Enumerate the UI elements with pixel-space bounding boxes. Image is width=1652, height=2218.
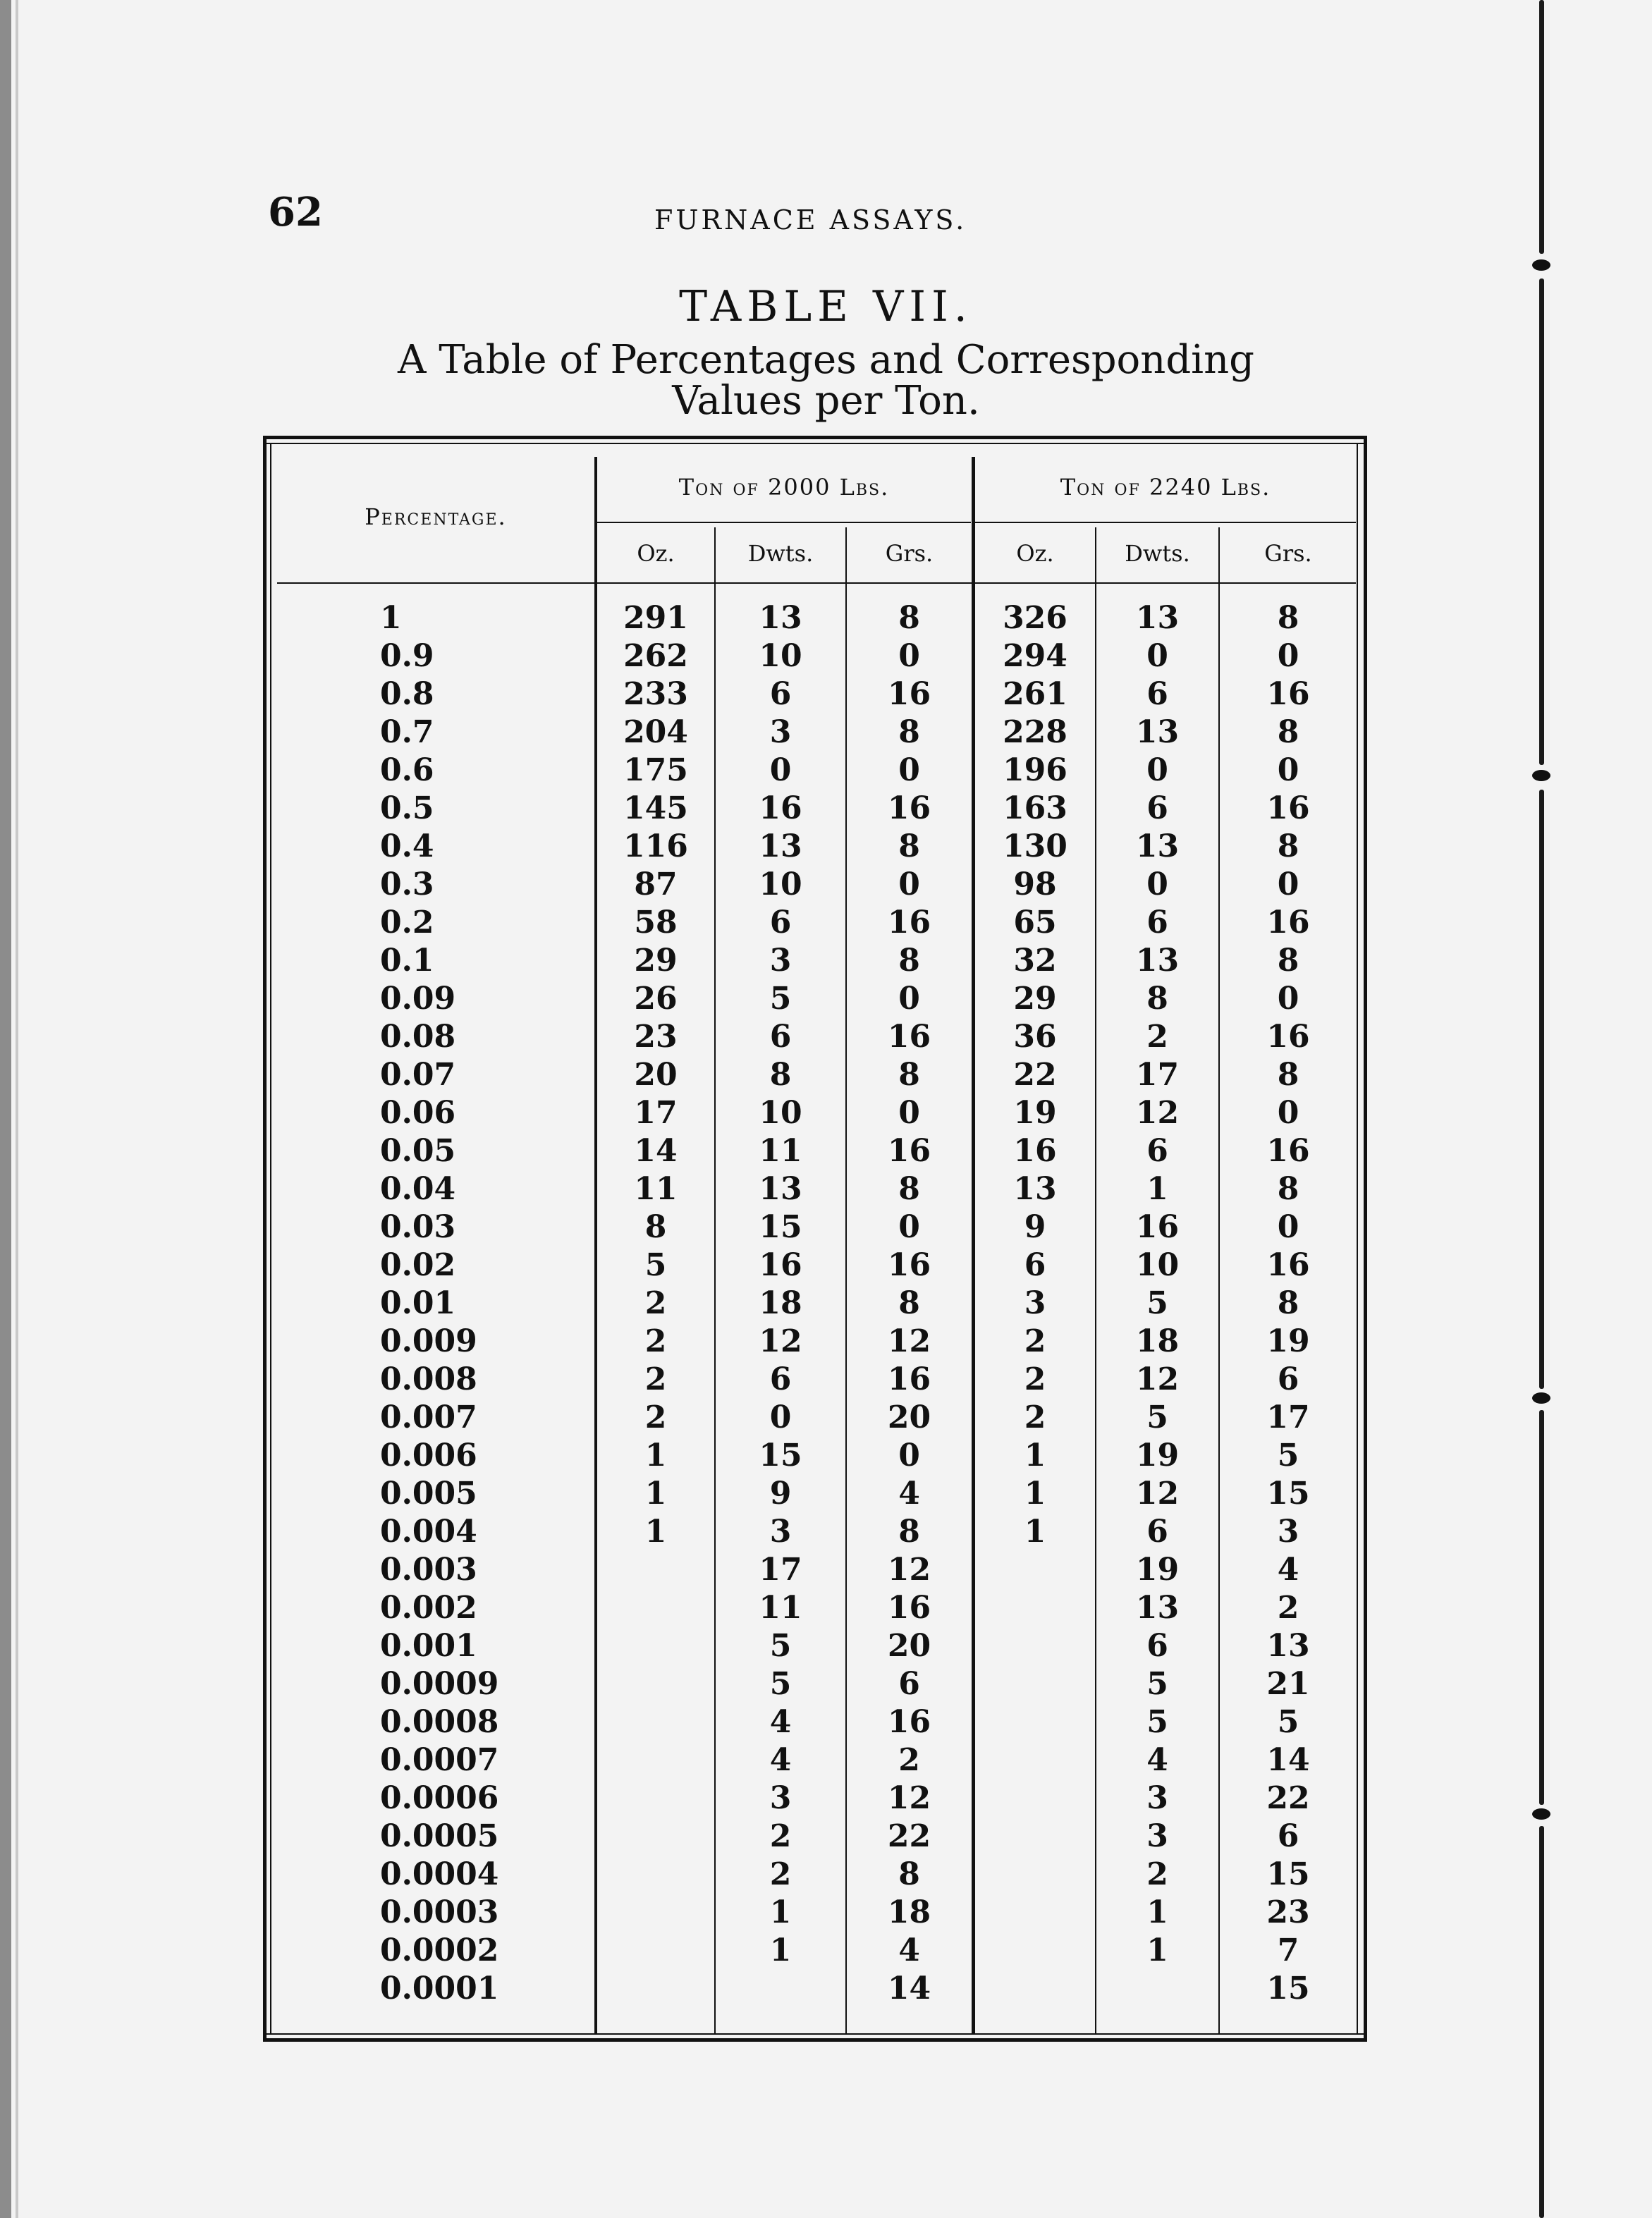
cell-grs-2000: 0 — [898, 752, 920, 788]
header-ton-2000: Ton of 2000 Lbs. — [678, 474, 890, 501]
cell-grs-2000: 16 — [887, 1133, 931, 1169]
cell-oz-2240: 2 — [1024, 1399, 1046, 1435]
cell-percentage: 0.0004 — [380, 1856, 499, 1892]
cell-grs-2240: 3 — [1277, 1514, 1299, 1550]
cell-percentage: 0.008 — [380, 1361, 477, 1397]
cell-dwts-2240: 6 — [1146, 905, 1168, 940]
cell-percentage: 0.1 — [380, 943, 434, 979]
cell-dwts-2000: 3 — [769, 943, 792, 979]
cell-oz-2000: 20 — [634, 1057, 678, 1093]
cell-dwts-2240: 1 — [1146, 1932, 1168, 1968]
cell-dwts-2240: 5 — [1146, 1704, 1168, 1740]
cell-percentage: 0.01 — [380, 1285, 456, 1321]
cell-percentage: 0.4 — [380, 828, 434, 864]
cell-oz-2240: 98 — [1013, 866, 1057, 902]
table-title: TABLE VII. — [679, 282, 973, 331]
cell-grs-2240: 15 — [1266, 1476, 1310, 1512]
cell-dwts-2000: 5 — [769, 981, 792, 1017]
cell-percentage: 0.009 — [380, 1323, 477, 1359]
cell-oz-2240: 65 — [1013, 905, 1057, 940]
cell-dwts-2000: 10 — [759, 638, 802, 674]
cell-dwts-2240: 0 — [1146, 866, 1168, 902]
cell-percentage: 0.09 — [380, 981, 456, 1017]
cell-oz-2000: 2 — [644, 1399, 667, 1435]
cell-dwts-2240: 6 — [1146, 1514, 1168, 1550]
cell-dwts-2240: 12 — [1135, 1361, 1180, 1397]
cell-dwts-2000: 16 — [759, 790, 802, 826]
cell-percentage: 0.5 — [380, 790, 434, 826]
cell-percentage: 0.04 — [380, 1171, 456, 1207]
cell-percentage: 0.0008 — [380, 1704, 499, 1740]
cell-grs-2240: 15 — [1266, 1856, 1310, 1892]
cell-dwts-2000: 3 — [769, 1514, 792, 1550]
cell-grs-2000: 4 — [898, 1932, 920, 1968]
cell-dwts-2000: 3 — [769, 1780, 792, 1816]
cell-grs-2240: 0 — [1277, 752, 1299, 788]
cell-grs-2000: 20 — [887, 1399, 931, 1435]
cell-oz-2240: 1 — [1024, 1438, 1046, 1473]
cell-grs-2240: 8 — [1277, 1171, 1299, 1207]
cell-grs-2000: 14 — [887, 1971, 931, 2006]
cell-dwts-2000: 2 — [769, 1818, 792, 1854]
cell-oz-2240: 196 — [1003, 752, 1067, 788]
cell-grs-2240: 2 — [1277, 1590, 1299, 1626]
cell-dwts-2240: 12 — [1135, 1095, 1180, 1131]
cell-oz-2000: 233 — [623, 676, 688, 712]
cell-dwts-2240: 2 — [1146, 1856, 1168, 1892]
running-head: FURNACE ASSAYS. — [654, 204, 967, 235]
header-2240-oz: Oz. — [1016, 540, 1054, 567]
cell-oz-2000: 17 — [634, 1095, 678, 1131]
cell-percentage: 0.8 — [380, 676, 434, 712]
page-edge-shadow — [0, 0, 11, 2218]
cell-grs-2240: 8 — [1277, 1057, 1299, 1093]
cell-dwts-2240: 8 — [1146, 981, 1168, 1017]
page-edge-line — [16, 0, 18, 2218]
cell-dwts-2000: 11 — [759, 1133, 802, 1169]
cell-dwts-2000: 15 — [759, 1209, 802, 1245]
cell-dwts-2240: 19 — [1135, 1552, 1180, 1588]
cell-percentage: 0.08 — [380, 1019, 456, 1055]
cell-oz-2240: 36 — [1013, 1019, 1057, 1055]
cell-dwts-2240: 5 — [1146, 1399, 1168, 1435]
cell-dwts-2240: 0 — [1146, 638, 1168, 674]
cell-percentage: 0.004 — [380, 1514, 477, 1550]
cell-oz-2240: 294 — [1003, 638, 1067, 674]
cell-oz-2000: 23 — [634, 1019, 678, 1055]
cell-grs-2240: 8 — [1277, 714, 1299, 750]
cell-dwts-2240: 5 — [1146, 1285, 1168, 1321]
cell-grs-2000: 12 — [887, 1780, 931, 1816]
cell-grs-2240: 7 — [1277, 1932, 1299, 1968]
cell-percentage: 1 — [380, 600, 402, 636]
cell-grs-2000: 0 — [898, 638, 920, 674]
cell-oz-2000: 2 — [644, 1361, 667, 1397]
cell-grs-2240: 19 — [1266, 1323, 1310, 1359]
header-2000-oz: Oz. — [637, 540, 675, 567]
cell-oz-2240: 6 — [1024, 1247, 1046, 1283]
cell-percentage: 0.06 — [380, 1095, 456, 1131]
cell-oz-2000: 175 — [623, 752, 688, 788]
cell-grs-2000: 16 — [887, 1247, 931, 1283]
cell-percentage: 0.9 — [380, 638, 434, 674]
cell-grs-2240: 8 — [1277, 943, 1299, 979]
cell-oz-2000: 2 — [644, 1323, 667, 1359]
cell-dwts-2000: 11 — [759, 1590, 802, 1626]
cell-grs-2240: 0 — [1277, 638, 1299, 674]
cell-dwts-2240: 0 — [1146, 752, 1168, 788]
cell-oz-2240: 163 — [1003, 790, 1067, 826]
cell-oz-2000: 145 — [623, 790, 688, 826]
cell-oz-2000: 2 — [644, 1285, 667, 1321]
cell-dwts-2000: 16 — [759, 1247, 802, 1283]
cell-grs-2000: 0 — [898, 866, 920, 902]
table-subtitle-line-1: A Table of Percentages and Corresponding — [397, 337, 1255, 383]
cell-dwts-2240: 6 — [1146, 1628, 1168, 1664]
cell-dwts-2000: 6 — [769, 1019, 792, 1055]
cell-grs-2240: 23 — [1266, 1894, 1310, 1930]
cell-grs-2000: 8 — [898, 1285, 920, 1321]
cell-grs-2000: 16 — [887, 1590, 931, 1626]
table-subtitle-line-2: Values per Ton. — [672, 378, 980, 424]
cell-grs-2240: 8 — [1277, 828, 1299, 864]
cell-percentage: 0.006 — [380, 1438, 477, 1473]
cell-dwts-2000: 13 — [759, 828, 802, 864]
cell-grs-2240: 16 — [1266, 676, 1310, 712]
cell-oz-2000: 291 — [623, 600, 688, 636]
cell-grs-2000: 8 — [898, 828, 920, 864]
cell-oz-2000: 29 — [634, 943, 678, 979]
table-subtitle — [0, 337, 1652, 424]
cell-dwts-2000: 3 — [769, 714, 792, 750]
cell-dwts-2240: 3 — [1146, 1818, 1168, 1854]
cell-dwts-2240: 13 — [1135, 714, 1180, 750]
cell-dwts-2240: 6 — [1146, 790, 1168, 826]
cell-dwts-2240: 1 — [1146, 1171, 1168, 1207]
cell-oz-2240: 1 — [1024, 1476, 1046, 1512]
cell-grs-2240: 4 — [1277, 1552, 1299, 1588]
cell-grs-2240: 16 — [1266, 790, 1310, 826]
cell-percentage: 0.07 — [380, 1057, 456, 1093]
header-percentage: Percentage. — [365, 503, 507, 530]
cell-grs-2240: 0 — [1277, 1095, 1299, 1131]
cell-dwts-2240: 13 — [1135, 1590, 1180, 1626]
cell-percentage: 0.03 — [380, 1209, 456, 1245]
cell-dwts-2240: 18 — [1135, 1323, 1180, 1359]
cell-dwts-2000: 6 — [769, 676, 792, 712]
cell-percentage: 0.002 — [380, 1590, 477, 1626]
cell-dwts-2240: 12 — [1135, 1476, 1180, 1512]
cell-oz-2000: 58 — [634, 905, 678, 940]
cell-grs-2000: 16 — [887, 905, 931, 940]
cell-dwts-2000: 5 — [769, 1666, 792, 1702]
cell-grs-2240: 15 — [1266, 1971, 1310, 2006]
cell-oz-2240: 2 — [1024, 1323, 1046, 1359]
cell-grs-2000: 16 — [887, 790, 931, 826]
cell-grs-2000: 22 — [887, 1818, 931, 1854]
cell-grs-2240: 16 — [1266, 1247, 1310, 1283]
cell-grs-2000: 0 — [898, 1438, 920, 1473]
header-2000-grs: Grs. — [885, 540, 934, 567]
cell-grs-2240: 21 — [1266, 1666, 1310, 1702]
cell-oz-2000: 5 — [644, 1247, 667, 1283]
cell-percentage: 0.0006 — [380, 1780, 499, 1816]
cell-oz-2000: 1 — [644, 1514, 667, 1550]
cell-dwts-2000: 0 — [769, 752, 792, 788]
cell-percentage: 0.003 — [380, 1552, 477, 1588]
cell-dwts-2240: 6 — [1146, 1133, 1168, 1169]
cell-grs-2240: 13 — [1266, 1628, 1310, 1664]
cell-grs-2240: 22 — [1266, 1780, 1310, 1816]
cell-percentage: 0.6 — [380, 752, 434, 788]
cell-grs-2000: 18 — [887, 1894, 931, 1930]
cell-percentage: 0.0003 — [380, 1894, 499, 1930]
cell-grs-2000: 8 — [898, 600, 920, 636]
header-2240-dwts: Dwts. — [1125, 540, 1190, 567]
cell-oz-2240: 261 — [1003, 676, 1067, 712]
cell-grs-2240: 5 — [1277, 1438, 1299, 1473]
cell-dwts-2000: 0 — [769, 1399, 792, 1435]
cell-dwts-2000: 17 — [759, 1552, 802, 1588]
cell-grs-2000: 8 — [898, 1057, 920, 1093]
cell-dwts-2240: 13 — [1135, 828, 1180, 864]
cell-grs-2000: 12 — [887, 1552, 931, 1588]
cell-percentage: 0.0001 — [380, 1971, 499, 2006]
cell-grs-2000: 8 — [898, 1856, 920, 1892]
cell-grs-2000: 0 — [898, 1095, 920, 1131]
binding-thread — [1539, 0, 1546, 2218]
cell-oz-2240: 228 — [1003, 714, 1067, 750]
cell-oz-2240: 326 — [1003, 600, 1067, 636]
cell-grs-2000: 12 — [887, 1323, 931, 1359]
cell-percentage: 0.0007 — [380, 1742, 499, 1778]
cell-oz-2240: 3 — [1024, 1285, 1046, 1321]
cell-oz-2240: 29 — [1013, 981, 1057, 1017]
cell-dwts-2240: 2 — [1146, 1019, 1168, 1055]
cell-oz-2000: 1 — [644, 1476, 667, 1512]
cell-oz-2000: 116 — [623, 828, 688, 864]
cell-dwts-2240: 5 — [1146, 1666, 1168, 1702]
cell-percentage: 0.02 — [380, 1247, 456, 1283]
cell-grs-2240: 16 — [1266, 1019, 1310, 1055]
cell-oz-2240: 22 — [1013, 1057, 1057, 1093]
cell-dwts-2000: 8 — [769, 1057, 792, 1093]
cell-grs-2240: 16 — [1266, 905, 1310, 940]
cell-oz-2000: 262 — [623, 638, 688, 674]
cell-oz-2240: 9 — [1024, 1209, 1046, 1245]
cell-dwts-2240: 6 — [1146, 676, 1168, 712]
cell-oz-2000: 11 — [634, 1171, 678, 1207]
cell-oz-2240: 1 — [1024, 1514, 1046, 1550]
cell-percentage: 0.3 — [380, 866, 434, 902]
cell-percentage: 0.2 — [380, 905, 434, 940]
cell-percentage: 0.007 — [380, 1399, 477, 1435]
cell-grs-2000: 0 — [898, 981, 920, 1017]
cell-dwts-2240: 3 — [1146, 1780, 1168, 1816]
cell-grs-2000: 8 — [898, 1514, 920, 1550]
cell-grs-2000: 20 — [887, 1628, 931, 1664]
cell-dwts-2000: 10 — [759, 1095, 802, 1131]
cell-grs-2000: 6 — [898, 1666, 920, 1702]
cell-grs-2240: 0 — [1277, 981, 1299, 1017]
cell-grs-2000: 16 — [887, 1019, 931, 1055]
cell-oz-2240: 19 — [1013, 1095, 1057, 1131]
cell-percentage: 0.0005 — [380, 1818, 499, 1854]
cell-grs-2240: 5 — [1277, 1704, 1299, 1740]
cell-grs-2240: 8 — [1277, 600, 1299, 636]
cell-dwts-2240: 16 — [1135, 1209, 1180, 1245]
cell-grs-2240: 14 — [1266, 1742, 1310, 1778]
cell-grs-2240: 16 — [1266, 1133, 1310, 1169]
cell-percentage: 0.0009 — [380, 1666, 499, 1702]
cell-dwts-2240: 19 — [1135, 1438, 1180, 1473]
cell-oz-2000: 1 — [644, 1438, 667, 1473]
cell-dwts-2240: 1 — [1146, 1894, 1168, 1930]
cell-grs-2240: 17 — [1266, 1399, 1310, 1435]
cell-grs-2000: 16 — [887, 1361, 931, 1397]
cell-grs-2000: 0 — [898, 1209, 920, 1245]
cell-dwts-2240: 13 — [1135, 600, 1180, 636]
cell-grs-2000: 16 — [887, 1704, 931, 1740]
cell-grs-2240: 0 — [1277, 866, 1299, 902]
cell-oz-2000: 204 — [623, 714, 688, 750]
cell-oz-2240: 130 — [1003, 828, 1067, 864]
cell-oz-2240: 16 — [1013, 1133, 1057, 1169]
cell-dwts-2000: 4 — [769, 1704, 792, 1740]
cell-grs-2000: 8 — [898, 943, 920, 979]
cell-oz-2240: 2 — [1024, 1361, 1046, 1397]
cell-dwts-2000: 6 — [769, 1361, 792, 1397]
cell-percentage: 0.7 — [380, 714, 434, 750]
header-ton-2240: Ton of 2240 Lbs. — [1060, 474, 1271, 501]
cell-dwts-2000: 18 — [759, 1285, 802, 1321]
page-number: 62 — [268, 189, 323, 235]
cell-oz-2000: 87 — [634, 866, 678, 902]
table-frame — [263, 436, 1367, 2042]
cell-oz-2000: 8 — [644, 1209, 667, 1245]
cell-grs-2000: 4 — [898, 1476, 920, 1512]
cell-oz-2000: 26 — [634, 981, 678, 1017]
cell-percentage: 0.005 — [380, 1476, 477, 1512]
cell-dwts-2000: 10 — [759, 866, 802, 902]
cell-dwts-2240: 17 — [1135, 1057, 1180, 1093]
cell-dwts-2000: 5 — [769, 1628, 792, 1664]
cell-grs-2240: 6 — [1277, 1361, 1299, 1397]
cell-dwts-2000: 15 — [759, 1438, 802, 1473]
cell-dwts-2000: 9 — [769, 1476, 792, 1512]
cell-grs-2240: 8 — [1277, 1285, 1299, 1321]
cell-dwts-2000: 13 — [759, 1171, 802, 1207]
cell-dwts-2240: 4 — [1146, 1742, 1168, 1778]
cell-dwts-2000: 1 — [769, 1932, 792, 1968]
cell-dwts-2000: 13 — [759, 600, 802, 636]
header-2000-dwts: Dwts. — [747, 540, 814, 567]
cell-percentage: 0.05 — [380, 1133, 456, 1169]
cell-dwts-2000: 2 — [769, 1856, 792, 1892]
cell-dwts-2240: 10 — [1135, 1247, 1180, 1283]
cell-oz-2240: 32 — [1013, 943, 1057, 979]
cell-dwts-2000: 1 — [769, 1894, 792, 1930]
cell-dwts-2000: 6 — [769, 905, 792, 940]
cell-oz-2240: 13 — [1013, 1171, 1057, 1207]
cell-oz-2000: 14 — [634, 1133, 678, 1169]
cell-percentage: 0.0002 — [380, 1932, 499, 1968]
cell-dwts-2000: 4 — [769, 1742, 792, 1778]
cell-grs-2000: 8 — [898, 1171, 920, 1207]
cell-grs-2000: 2 — [898, 1742, 920, 1778]
cell-dwts-2000: 12 — [759, 1323, 802, 1359]
header-2240-grs: Grs. — [1264, 540, 1312, 567]
cell-dwts-2240: 13 — [1135, 943, 1180, 979]
cell-grs-2000: 8 — [898, 714, 920, 750]
cell-grs-2240: 0 — [1277, 1209, 1299, 1245]
cell-grs-2000: 16 — [887, 676, 931, 712]
cell-percentage: 0.001 — [380, 1628, 477, 1664]
cell-grs-2240: 6 — [1277, 1818, 1299, 1854]
